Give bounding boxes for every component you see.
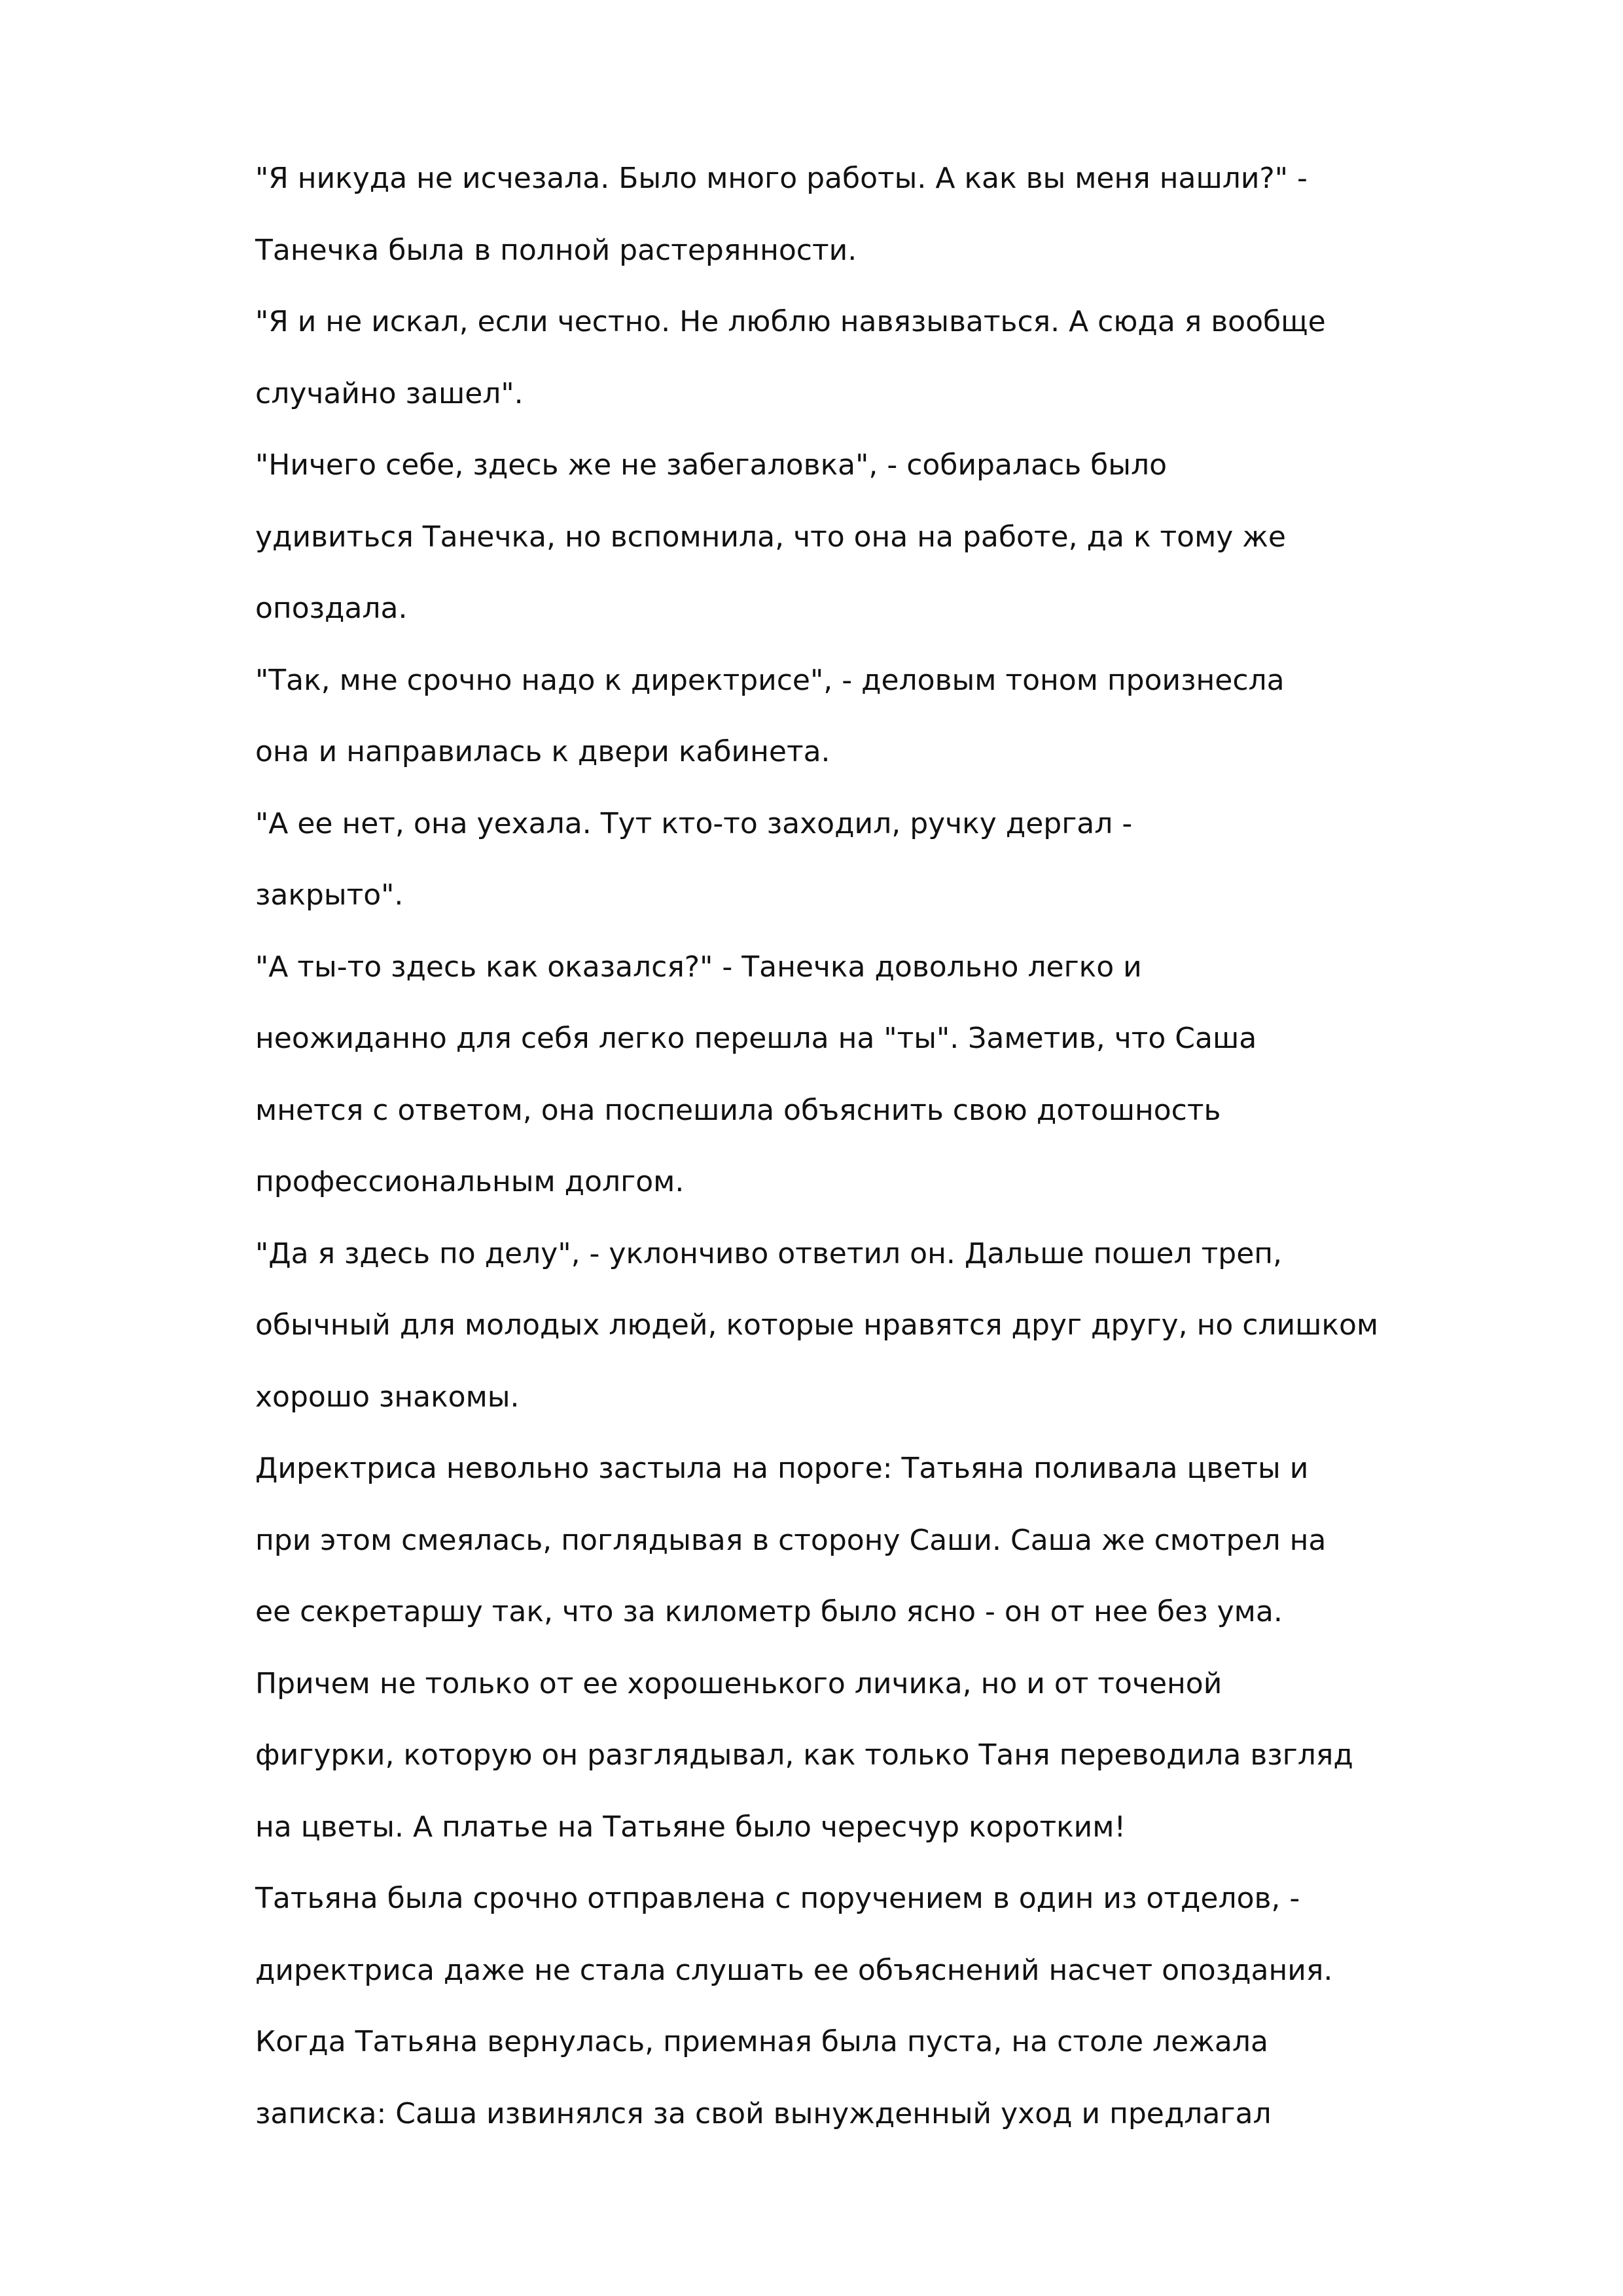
text-line: при этом смеялась, поглядывая в сторону Саши. Саша же смотрел на [255, 1523, 1327, 1557]
text-line: "А ты-то здесь как оказался?" - Танечка довольно легко и [255, 950, 1142, 984]
text-line: она и направилась к двери кабинета. [255, 735, 830, 768]
text-line: закрыто". [255, 878, 404, 912]
text-line: "Ничего себе, здесь же не забегаловка", - собиралась было [255, 448, 1168, 482]
text-line: Татьяна была срочно отправлена с поручением в один из отделов, - [255, 1882, 1300, 1915]
text-line: Причем не только от ее хорошенького личика, но и от точеной [255, 1666, 1222, 1700]
text-line: на цветы. А платье на Татьяне было чересчур коротким! [255, 1810, 1126, 1844]
text-line: Танечка была в полной растерянности. [255, 233, 857, 267]
text-line: "А ее нет, она уехала. Тут кто-то заходил, ручку дергал - [255, 806, 1133, 840]
text-line: "Так, мне срочно надо к директрисе", - деловым тоном произнесла [255, 663, 1285, 697]
text-line: неожиданно для себя легко перешла на "ты". Заметив, что Саша [255, 1022, 1257, 1055]
document-body [255, 143, 1433, 2149]
text-line: обычный для молодых людей, которые нравятся друг другу, но слишком [255, 1308, 1379, 1342]
text-line: директриса даже не стала слушать ее объяснений насчет опоздания. [255, 1953, 1333, 1987]
text-line: "Я и не искал, если честно. Не люблю навязываться. А сюда я вообще [255, 305, 1326, 338]
text-line: ее секретаршу так, что за километр было ясно - он от нее без ума. [255, 1595, 1283, 1628]
text-line: мнется с ответом, она поспешила объяснить свою дотошность [255, 1093, 1221, 1127]
text-line: "Я никуда не исчезала. Было много работы. А как вы меня нашли?" - [255, 162, 1308, 195]
text-line: хорошо знакомы. [255, 1380, 520, 1414]
text-line: случайно зашел". [255, 376, 524, 410]
text-line: опоздала. [255, 592, 408, 625]
text-line: Директриса невольно застыла на пороге: Татьяна поливала цветы и [255, 1452, 1309, 1485]
text-line: "Да я здесь по делу", - уклончиво ответил он. Дальше пошел треп, [255, 1236, 1283, 1270]
text-line: Когда Татьяна вернулась, приемная была пуста, на столе лежала [255, 2025, 1268, 2058]
text-line: профессиональным долгом. [255, 1165, 685, 1198]
text-line: фигурки, которую он разглядывал, как только Таня переводила взгляд [255, 1738, 1353, 1772]
text-line: записка: Саша извинялся за свой вынужденный уход и предлагал [255, 2096, 1272, 2130]
text-line: удивиться Танечка, но вспомнила, что она на работе, да к тому же [255, 520, 1286, 554]
